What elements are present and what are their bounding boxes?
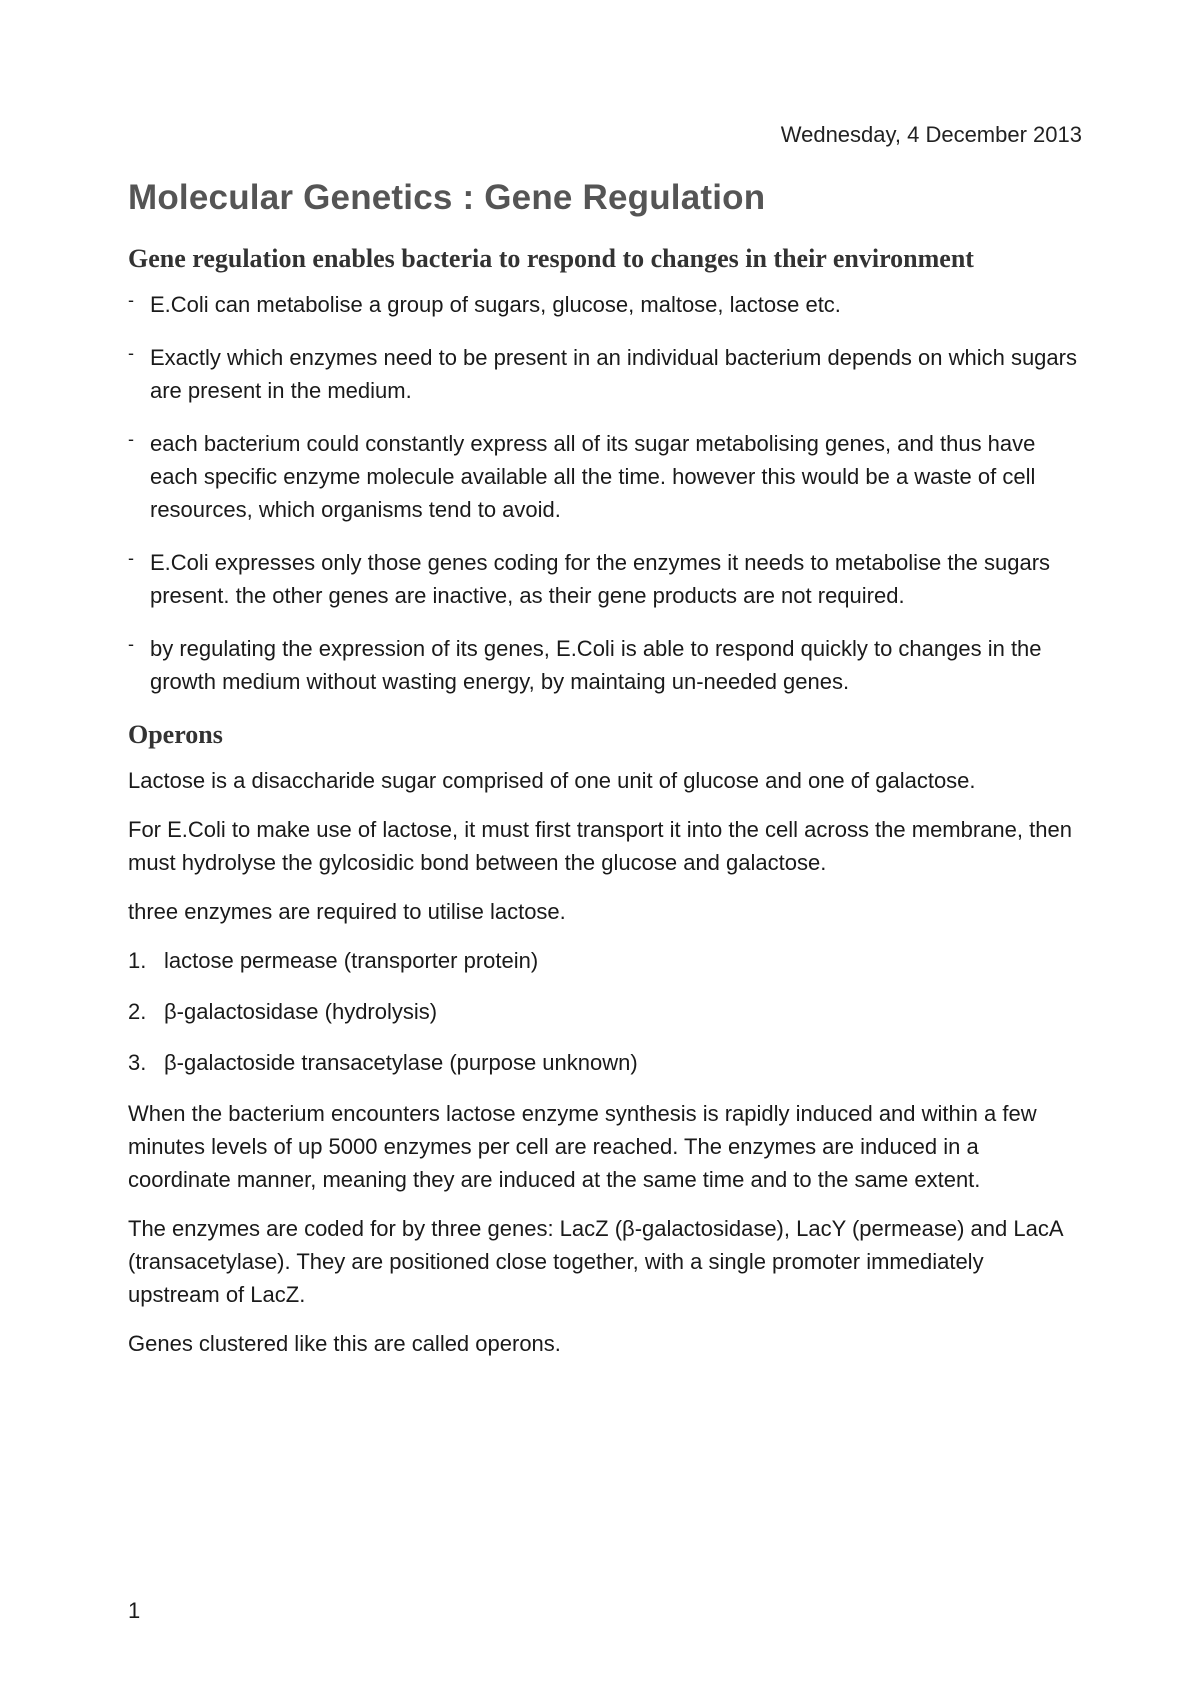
paragraph: Genes clustered like this are called operons. [128, 1331, 561, 1356]
operons-heading: Operons [128, 720, 223, 749]
list-item [128, 288, 1078, 321]
dash-bullet-icon: - [128, 429, 134, 449]
paragraph: For E.Coli to make use of lactose, it must first transport it into the cell across the membrane, then must hydrolyse the gylcosidic bond between the glucose and galactose. [128, 817, 1072, 875]
list-item-text: E.Coli expresses only those genes coding for the enzymes it needs to metabolise the sugars present. the other genes are inactive, as their gene products are not required. [150, 550, 1051, 608]
paragraph: The enzymes are coded for by three genes: LacZ (β-galactosidase), LacY (permease) and LacA (transacetylase). They are positioned close together, with a single promoter immediately upstream of LacZ. [128, 1216, 1063, 1307]
list-item-text: by regulating the expression of its genes, E.Coli is able to respond quickly to changes in the growth medium without wasting energy, by maintaing un-needed genes. [150, 636, 1042, 694]
dash-bullet-icon: - [128, 548, 134, 568]
document-date: Wednesday, 4 December 2013 [780, 122, 1082, 147]
document-content [128, 178, 1078, 1376]
paragraph: When the bacterium encounters lactose enzyme synthesis is rapidly induced and within a few minutes levels of up 5000 enzymes per cell are reached. The enzymes are induced in a coordinate manner, meaning they are induced at the same time and to the same extent. [128, 1101, 1037, 1192]
list-number: 2. [128, 999, 147, 1024]
enzyme-list [128, 944, 1078, 1079]
list-item-text: β-galactoside transacetylase (purpose unknown) [164, 1050, 638, 1075]
list-item-text: lactose permease (transporter protein) [164, 948, 539, 973]
paragraph: Lactose is a disaccharide sugar comprised of one unit of glucose and one of galactose. [128, 768, 976, 793]
list-item-text: E.Coli can metabolise a group of sugars, glucose, maltose, lactose etc. [150, 292, 841, 317]
list-item-text: β-galactosidase (hydrolysis) [164, 999, 438, 1024]
section-subheading: Gene regulation enables bacteria to respond to changes in their environment [128, 244, 974, 273]
paragraph: three enzymes are required to utilise lactose. [128, 899, 566, 924]
list-item [128, 1046, 1078, 1079]
list-item [128, 546, 1078, 612]
list-item [128, 995, 1078, 1028]
dash-bullet-icon: - [128, 634, 134, 654]
list-item [128, 427, 1078, 526]
list-number: 1. [128, 948, 147, 973]
list-item [128, 341, 1078, 407]
list-number: 3. [128, 1050, 147, 1075]
bullet-list [128, 288, 1078, 698]
page-number: 1 [128, 1598, 141, 1623]
dash-bullet-icon: - [128, 343, 134, 363]
dash-bullet-icon: - [128, 290, 134, 310]
list-item [128, 944, 1078, 977]
list-item [128, 632, 1078, 698]
list-item-text: each bacterium could constantly express all of its sugar metabolising genes, and thus have each specific enzyme molecule available all the time. however this would be a waste of cell resources, which organisms tend to avoid. [150, 431, 1036, 522]
list-item-text: Exactly which enzymes need to be present in an individual bacterium depends on which sugars are present in the medium. [150, 345, 1077, 403]
document-title: Molecular Genetics : Gene Regulation [128, 178, 766, 217]
